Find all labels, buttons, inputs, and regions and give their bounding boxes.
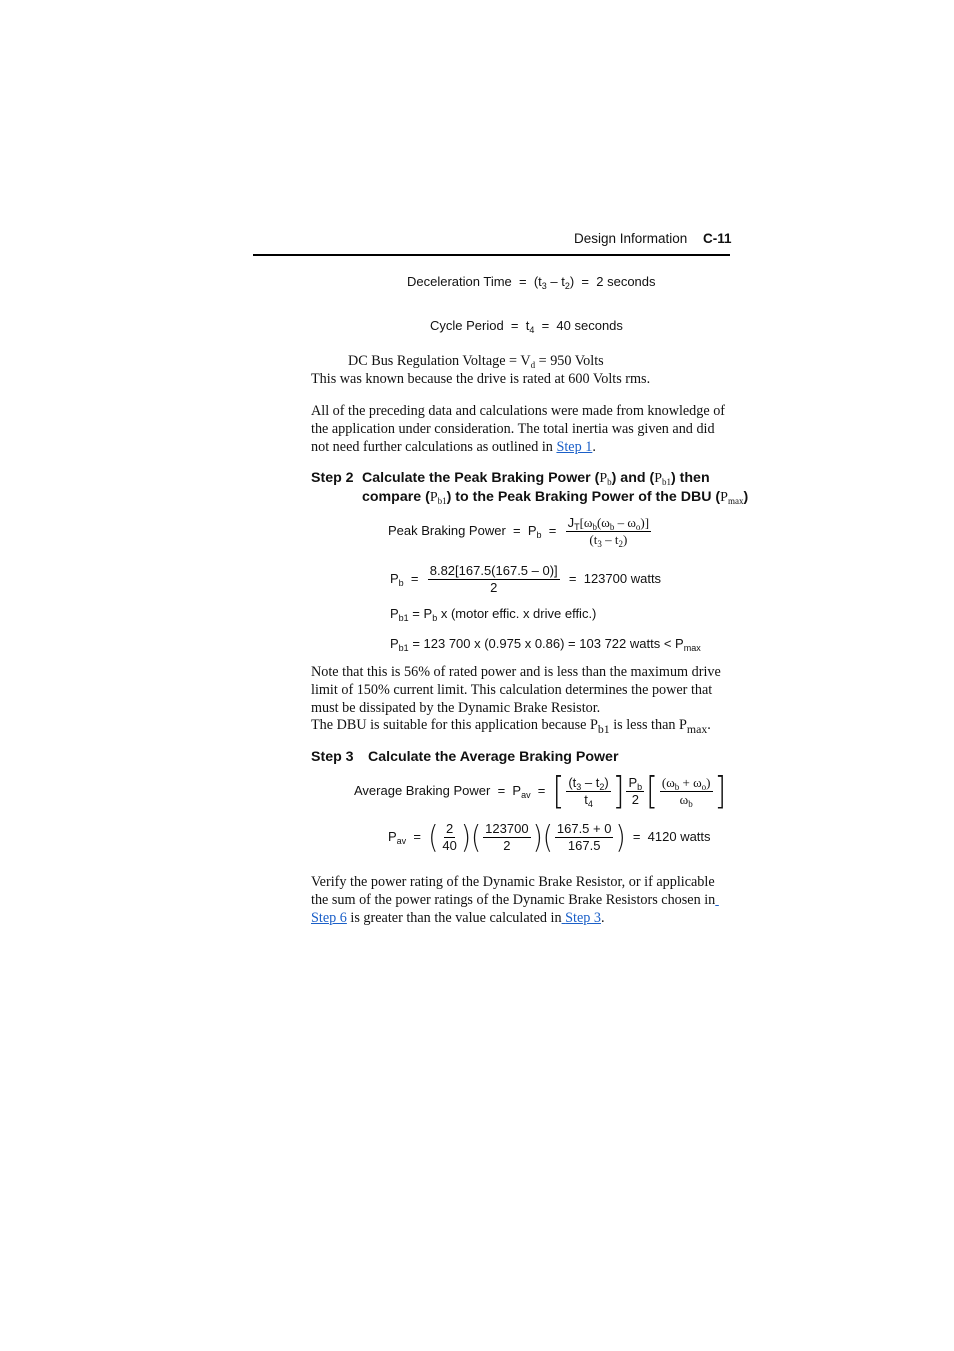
pav-a-num: 2: [446, 821, 454, 836]
step-2-title-line2a: compare (: [362, 489, 430, 505]
peak-fraction: $\frac{J_T[\omega_b(\omega_b - \omega_o)]}{(t_3 - t_2)}$: [567, 515, 650, 549]
step-6-link[interactable]: Step 6: [311, 909, 347, 926]
header-rule: [253, 254, 730, 256]
step-3-title: Calculate the Average Braking Power: [368, 749, 619, 765]
dbu-text: The DBU is suitable for this application because P: [311, 717, 598, 734]
note-paragraph: Note that this is 56% of rated power and is less than the maximum drive limit of 150% current limit. This calculation determines the power that must be dissipated by the Dynamic Brake Resistor. The DBU is suitable for this application because $P_{b1}$ is less than $P_{max}$.: [311, 664, 721, 737]
average-braking-power-formula: Average Braking Power = $P_{av}$ = [ $\frac{(t_3 - t_2)}{t_4}$ ] $\frac{P_b}{2}$ [ $\frac{(\omega_b + \omega_o)}{\omega_b}$ ]: [354, 769, 727, 813]
step-2-title-line2: compare $(P_{b1})$ to the Peak Braking Power of the DBU $(P_{max})$: [362, 489, 749, 506]
verify-text-1: Verify the power rating of the Dynamic Brake Resistor, or if applicable the sum of the power ratings of the Dynamic Brake Resistors chosen in: [311, 874, 716, 908]
deceleration-time-equation: Deceleration Time = $(t_3 - t_2) = 2$ seconds: [407, 274, 656, 291]
dc-bus-note: This was known because the drive is rated at 600 Volts rms.: [311, 371, 651, 387]
running-header-section: Design Information: [574, 231, 688, 246]
pb1-rest: x (motor effic. x drive effic.): [440, 606, 597, 621]
pav-numeric-equation: $P_{av}$ = ( $\frac{2}{40}$ )( $\frac{123700}{2}$ )( $\frac{167.5 + 0}{167.5}$ ) = 4120 watts: [388, 819, 711, 856]
step-3-link[interactable]: [562, 910, 601, 926]
step-2-label: Step 2: [311, 470, 354, 486]
decel-value: 2 seconds: [596, 274, 656, 289]
preceding-text: All of the preceding data and calculations were made from knowledge of the application under consideration. The total inertia was given and did not need further calculations as outlined in: [311, 403, 726, 455]
preceding-data-paragraph: All of the preceding data and calculations were made from knowledge of the application under consideration. The total inertia was given and did not need further calculations as outlined in Step 1.: [311, 403, 726, 455]
verify-text-2: is greater than the value calculated in: [346, 909, 562, 926]
pb-numeric-equation: $P_b$ = $\frac{8.82[167.5(167.5 - 0)]}{2}$ = 123700 watts: [390, 563, 662, 595]
step-3-label: Step 3: [311, 749, 354, 765]
step-2-title-part3: ) then: [671, 470, 710, 486]
cycle-value: 40 seconds: [556, 318, 623, 333]
peak-braking-power-formula: Peak Braking Power = $P_b$ = $\frac{J_T[\omega_b(\omega_b - \omega_o)]}{(t_3 - t_2)}$: [388, 515, 650, 549]
pav-b-den: 2: [503, 838, 511, 853]
avg-label: Average Braking Power: [354, 782, 491, 798]
pb-numerator: 8.82[167.5(167.5 – 0)]: [429, 563, 558, 578]
dc-bus-label: DC Bus Regulation Voltage = V: [348, 353, 531, 369]
cycle-period-equation: Cycle Period = $t_4 = 40$ seconds: [430, 318, 623, 335]
pav-c-den: 167.5: [567, 838, 601, 853]
page-number: C-11: [703, 231, 732, 246]
decel-label: Deceleration Time: [407, 274, 512, 289]
step-2-title-part2: ) and (: [611, 470, 655, 486]
note-text: Note that this is 56% of rated power and is less than the maximum drive limit of 150% current limit. This calculation determines the power that must be dissipated by the Dynamic Brake Resistor.: [311, 664, 721, 716]
step-2-title-line2b: ) to the Peak Braking Power of the DBU (: [446, 489, 721, 505]
verify-paragraph: Verify the power rating of the Dynamic Brake Resistor, or if applicable the sum of the power ratings of the Dynamic Brake Resistors chosen in Step 6 is greater than the value calculated in Step 3.: [311, 874, 731, 927]
step-3-link-text: Step 3: [565, 909, 601, 926]
pav-value: 4120 watts: [647, 828, 711, 844]
step-2-title-line2c: ): [743, 489, 749, 505]
link-space: [715, 892, 719, 908]
pb1-calc: = 123 700 x (0.975 x 0.86) = 103 722 watts < P: [412, 636, 684, 651]
dc-bus-value: = 950 Volts: [538, 353, 604, 369]
pb1-calculation: $P_{b1} = 123$ 700 x (0.975 x 0.86) = 103 722 watts < $P_{max}$: [390, 636, 701, 653]
cycle-label: Cycle Period: [430, 318, 504, 333]
step-2-title-part1: Calculate the Peak Braking Power (: [362, 470, 600, 486]
pb-denominator: 2: [490, 580, 498, 595]
step-1-link[interactable]: Step 1: [556, 438, 593, 455]
pb1-definition: $P_{b1} = P_b$ x (motor effic. x drive effic.): [390, 606, 597, 623]
pav-c-num: 167.5 + 0: [556, 821, 612, 836]
dc-bus-voltage-line: DC Bus Regulation Voltage = $V_d = 950$ Volts: [348, 353, 604, 370]
step-2-title: Calculate the Peak Braking Power $(P_b)$ and $(P_{b1})$ then: [362, 470, 710, 487]
pb-fraction: [428, 564, 560, 595]
pb-value: 123700 watts: [583, 570, 662, 586]
pav-a-den: 40: [442, 838, 457, 853]
peak-label: Peak Braking Power: [388, 522, 506, 538]
dbu-mid: is less than P: [609, 717, 687, 734]
pav-b-num: 123700: [485, 821, 529, 836]
